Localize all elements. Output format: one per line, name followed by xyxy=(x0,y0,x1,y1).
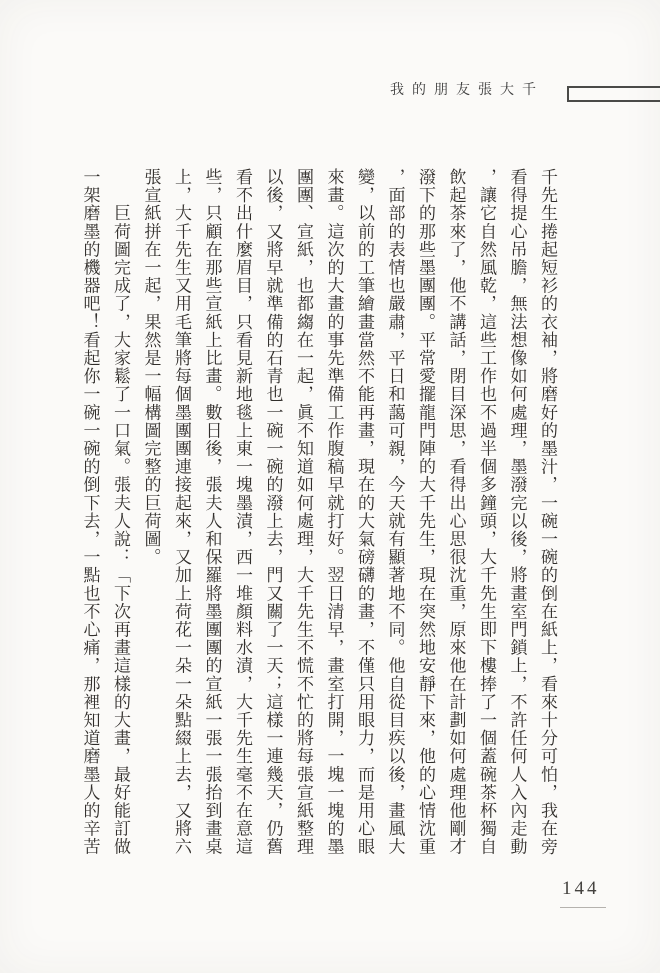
text-column: 千先生捲起短衫的衣袖，將磨好的墨汁，一碗一碗的倒在紙上，看來十分可怕，我在旁 xyxy=(538,168,557,856)
running-header-title: 我的朋友張大千 xyxy=(390,83,544,98)
text-column: 些，只顧在那些宣紙上比畫。數日後，張夫人和保羅將墨團團的宣紙一張一張抬到畫桌 xyxy=(202,168,222,856)
text-column: 張宣紙拼在一起，果然是一幅構圖完整的巨荷圖。 xyxy=(141,168,161,567)
text-column: 看得提心吊膽，無法想像如何處理，墨潑完以後，將畫室門鎖上，不許任何人入內走動 xyxy=(507,168,527,856)
page-number: 144 xyxy=(560,878,606,908)
text-column: 潑下的那些墨團團。平常愛擺龍門陣的大千先生，現在突然地安靜下來，他的心情沈重 xyxy=(416,168,435,856)
text-column: 以後，又將早就準備的石青也一碗一碗的潑上去，門又關了一天；這樣一連幾天，仍舊 xyxy=(263,168,283,856)
text-column: 變，以前的工筆繪畫當然不能再畫，現在的大氣磅礴的畫，不僅只用眼力，而是用心眼 xyxy=(355,168,374,856)
text-column: ，面部的表情也嚴肅，平日和藹可親，今天就有顯著地不同。他自從目疾以後，畫風大 xyxy=(385,168,405,856)
text-column: 一架磨墨的機器吧！看起你一碗一碗的倒下去，一點也不心痛，那裡知道磨墨人的辛苦 xyxy=(80,168,100,856)
text-column: 來畫。這次的大畫的事先準備工作腹稿早就打好。翌日清早，畫室打開，一塊一塊的墨 xyxy=(324,168,344,856)
body-text xyxy=(73,168,562,860)
text-column: 上，大千先生又用毛筆將每個墨團團連接起來，又加上荷花一朵一朵點綴上去，又將六 xyxy=(172,168,191,856)
text-column: 飲起茶來了，他不講話，閉目深思，看得出心思很沈重，原來他在計劃如何處理他剛才 xyxy=(446,168,466,856)
text-column: ，讓它自然風乾，這些工作也不過半個多鐘頭，大千先生即下樓捧了一個蓋碗茶杯獨自 xyxy=(477,168,496,856)
text-column: 巨荷圖完成了，大家鬆了一口氣。張夫人說：「下次再畫這樣的大畫，最好能訂做 xyxy=(111,168,130,856)
text-column: 團團、宣紙，也都縐在一起，眞不知道如何處理，大千先生不慌不忙的將每張宣紙整理 xyxy=(294,168,313,856)
text-column: 看不出什麼眉目，只看見新地毯上東一塊墨漬，西一堆顏料水漬，大千先生毫不在意這 xyxy=(233,168,252,856)
header-decoration-box xyxy=(567,86,660,102)
